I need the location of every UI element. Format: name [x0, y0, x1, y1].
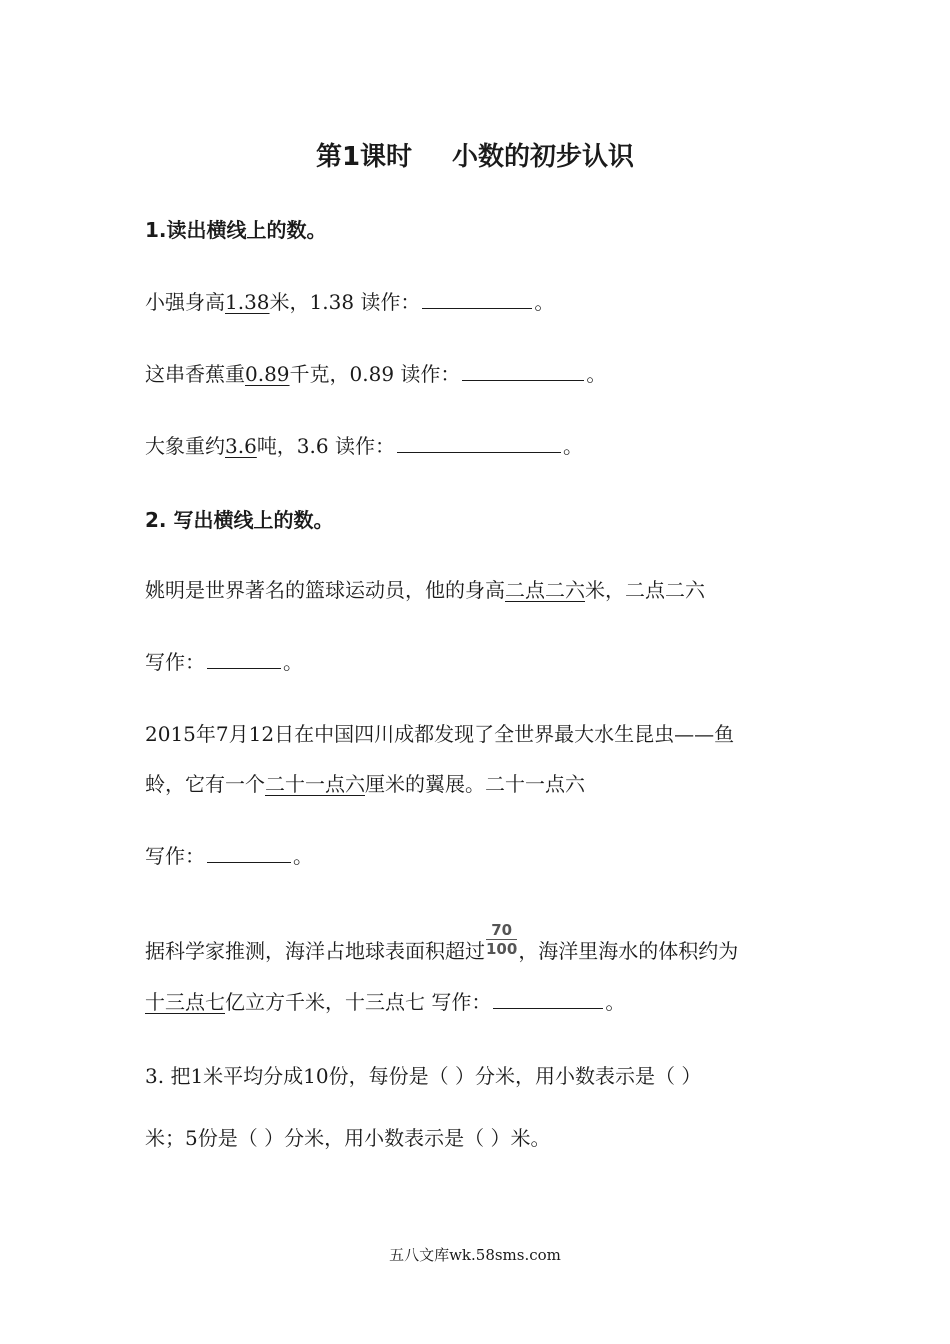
q2-p2-end: 。: [293, 844, 313, 868]
q2-p3-line-1: [145, 922, 738, 965]
q2-p1-end: 。: [283, 650, 303, 674]
q2-p3-number: 十三点七: [145, 990, 225, 1014]
answer-blank[interactable]: [207, 842, 291, 863]
q2-p1-write-label: 写作：: [145, 650, 205, 674]
q1-l3-end: 。: [562, 434, 583, 458]
q3-line-1: 3. 把1米平均分成10份，每份是（ ）分米，用小数表示是（ ）: [145, 1064, 702, 1088]
q2-p1-text: 姚明是世界著名的篮球运动员，他的身高: [145, 578, 505, 602]
title-lesson: 第1课时: [315, 142, 413, 172]
answer-blank[interactable]: [207, 648, 281, 669]
q1-l2-end: 。: [586, 362, 607, 386]
q2-p3-text2: ，海洋里海水的体积约为: [518, 939, 739, 963]
q1-l1-number: 1.38: [225, 290, 270, 314]
q1-line-3: [145, 432, 583, 460]
fraction: [486, 922, 517, 957]
q1-l3-number: 3.6: [225, 434, 257, 458]
answer-blank[interactable]: [462, 360, 584, 381]
title-topic: 小数的初步认识: [452, 142, 635, 172]
q2-p1-number: 二点二六: [505, 578, 585, 602]
q1-l3-text2: 吨，3.6 读作：: [256, 434, 395, 458]
q1-l1-text: 小强身高: [145, 290, 225, 314]
q2-heading: 2. 写出横线上的数。: [145, 508, 334, 532]
q2-p2-answer-line: [145, 842, 313, 870]
q2-p2-number: 二十一点六: [265, 772, 365, 796]
fraction-numerator: 70: [486, 922, 517, 940]
q1-l1-end: 。: [534, 290, 555, 314]
q1-l2-text: 这串香蕉重: [145, 362, 245, 386]
q1-heading: 1.读出横线上的数。: [145, 218, 327, 242]
footer-watermark: 五八文库wk.58sms.com: [389, 1246, 561, 1264]
q2-p2-line-2: [145, 770, 585, 798]
q2-p2-line-1: 2015年7月12日在中国四川成都发现了全世界最大水生昆虫——鱼: [145, 722, 735, 746]
page-title: [0, 136, 950, 173]
q1-line-2: [145, 360, 606, 388]
q1-line-1: [145, 288, 554, 316]
q2-p3-text: 据科学家推测，海洋占地球表面积超过: [145, 939, 485, 963]
q2-p1-line: [145, 576, 705, 604]
q2-p3-text3: 亿立方千米，十三点七 写作：: [225, 990, 492, 1014]
q1-l3-text: 大象重约: [145, 434, 225, 458]
q2-p2-write-label: 写作：: [145, 844, 205, 868]
q2-p2-text: 蛉，它有一个: [145, 772, 265, 796]
answer-blank[interactable]: [422, 288, 532, 309]
q2-p3-line-2: [145, 988, 625, 1016]
q2-p3-end: 。: [605, 990, 626, 1014]
answer-blank[interactable]: [493, 988, 603, 1009]
q1-l2-number: 0.89: [245, 362, 290, 386]
q2-p1-answer-line: [145, 648, 303, 676]
fraction-denominator: 100: [486, 940, 518, 958]
q2-p2-text2: 厘米的翼展。二十一点六: [365, 772, 585, 796]
q2-p1-text2: 米，二点二六: [585, 578, 705, 602]
q3-line-2: 米；5份是（ ）分米，用小数表示是（ ）米。: [145, 1126, 551, 1150]
q1-l1-text2: 米，1.38 读作：: [269, 290, 421, 314]
q1-l2-text2: 千克，0.89 读作：: [289, 362, 461, 386]
answer-blank[interactable]: [397, 432, 561, 453]
